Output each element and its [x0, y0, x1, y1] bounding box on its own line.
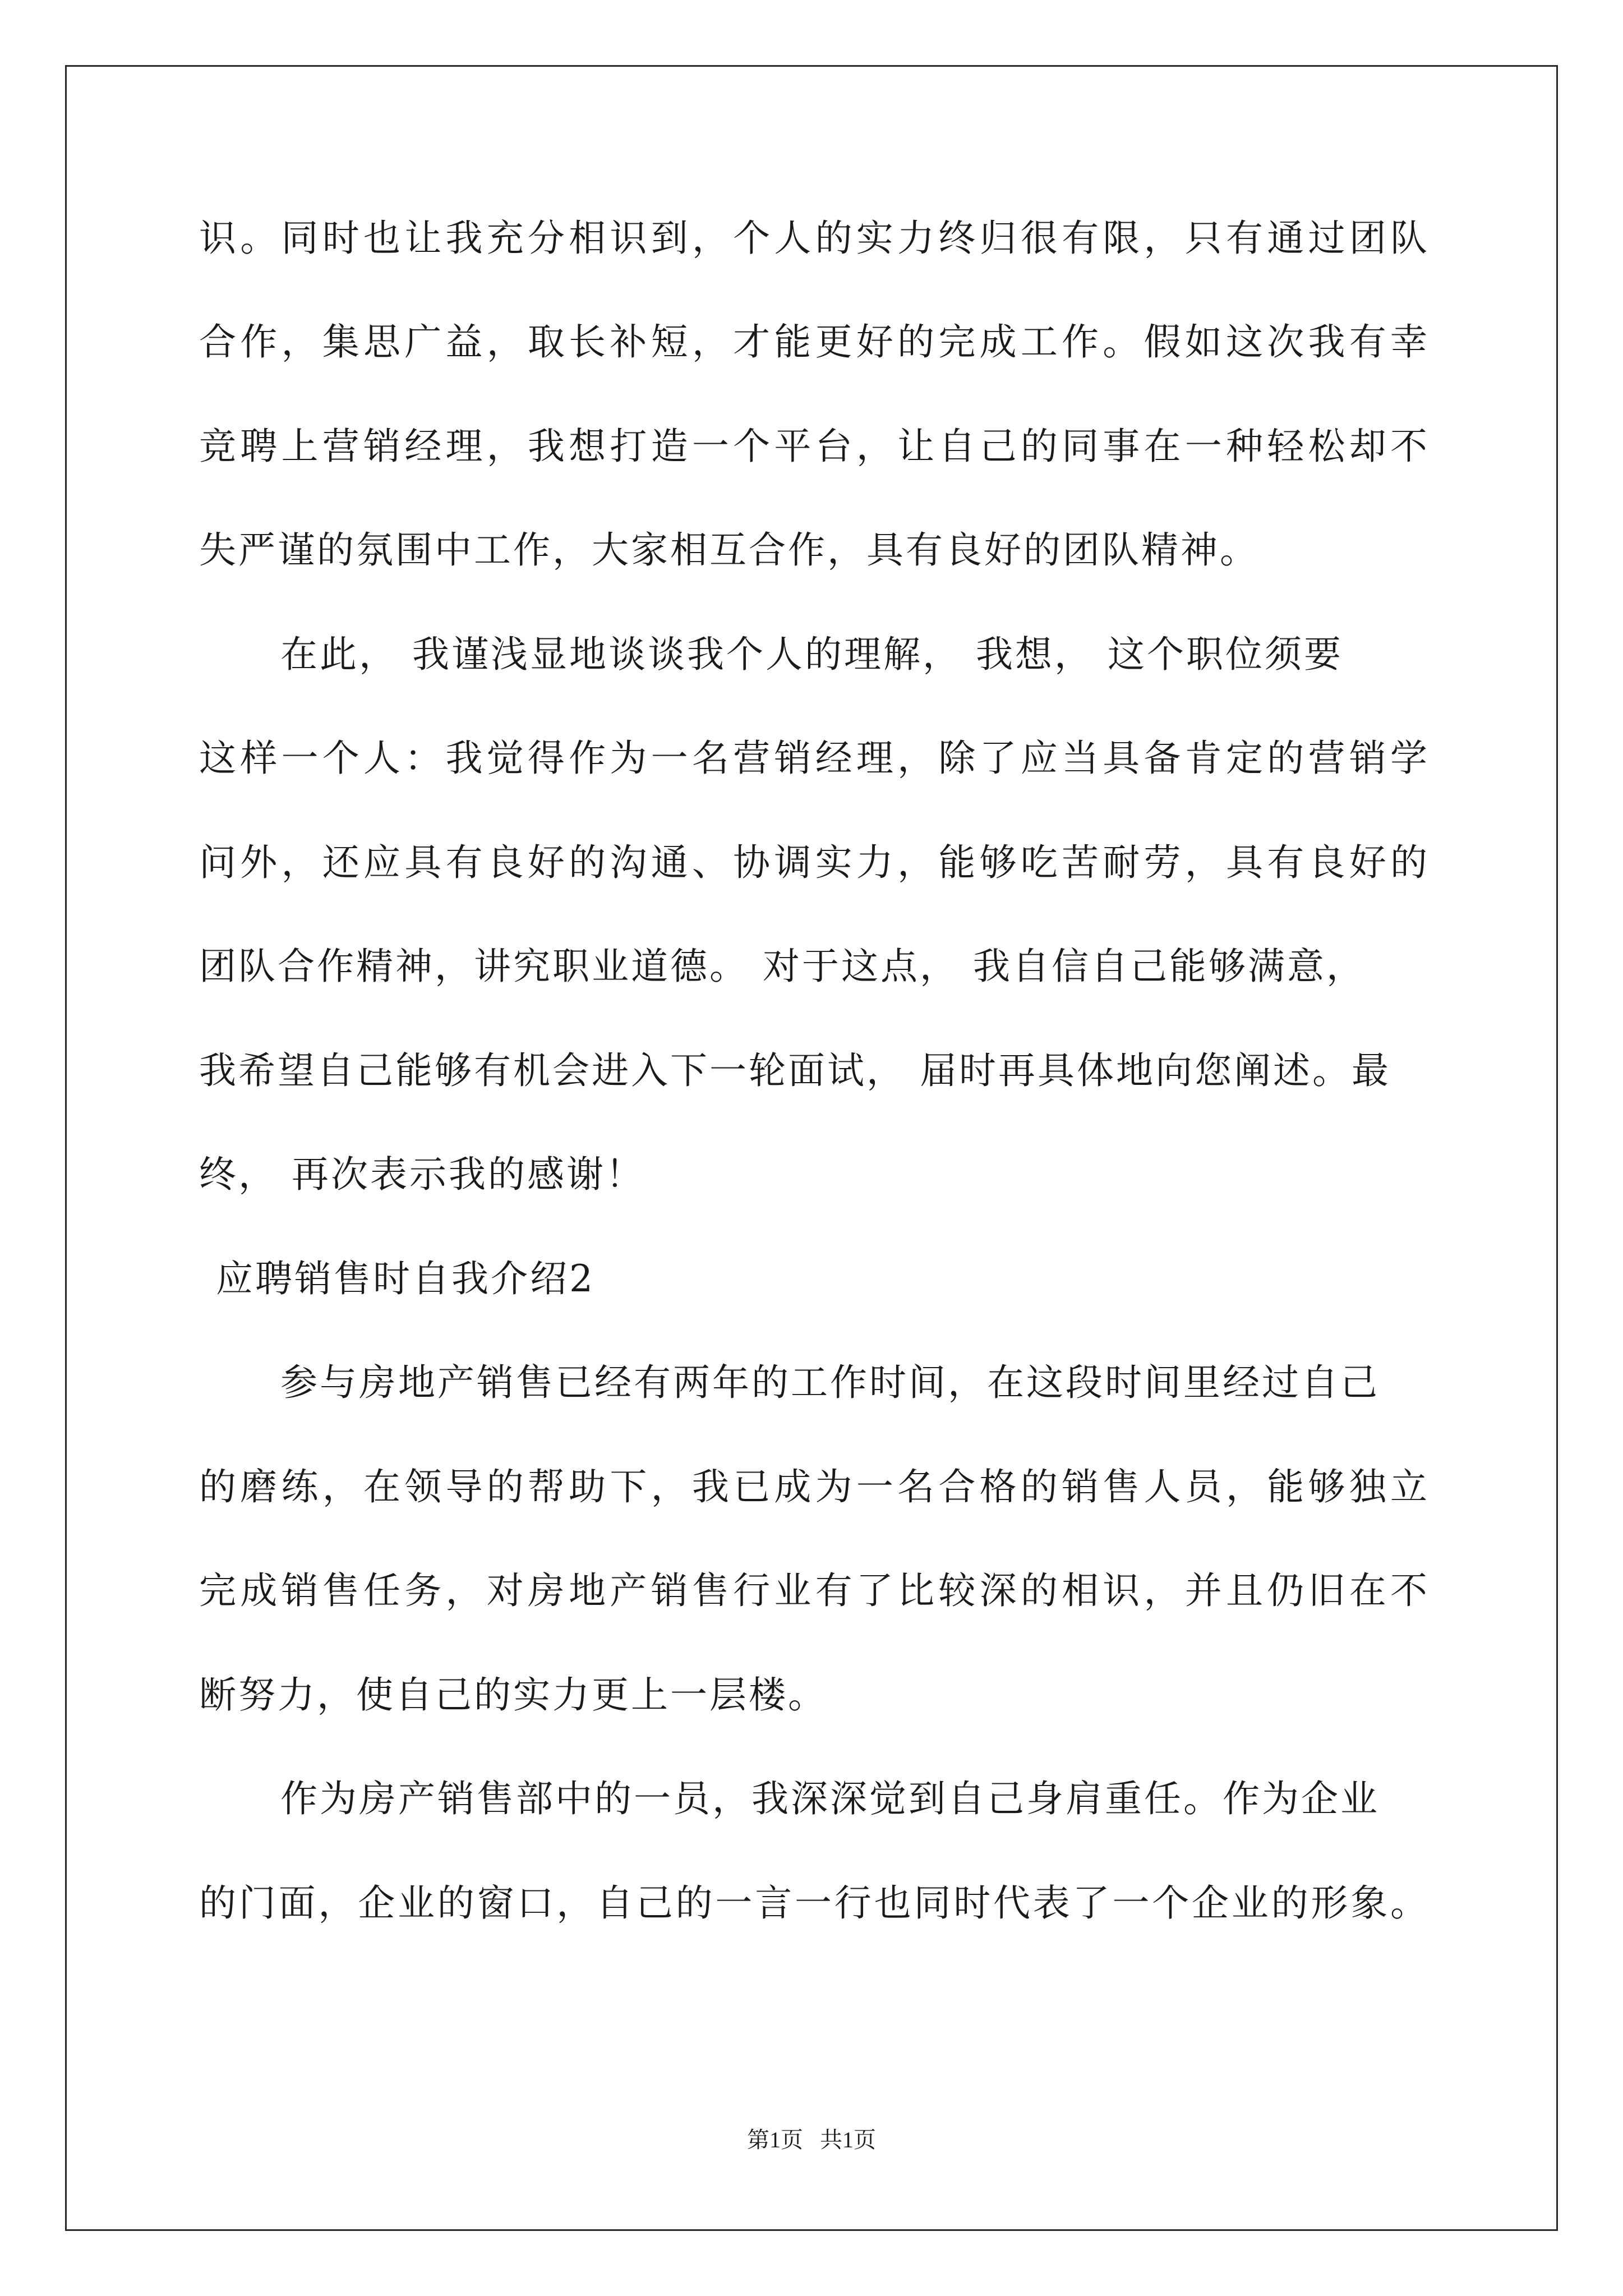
paragraph-line: 我希望自己能够有机会进入下一轮面试， 届时再具体地向您阐述。最: [199, 1049, 1391, 1092]
paragraph-line: 参与房地产销售已经有两年的工作时间，在这段时间里经过自己: [280, 1361, 1380, 1404]
paragraph-line: 终， 再次表示我的感谢！: [199, 1153, 645, 1196]
paragraph-line: 完成销售任务，对房地产销售行业有了比较深的相识，并且仍旧在不: [199, 1569, 1427, 1612]
page-footer: 第1页 共1页: [747, 2127, 876, 2152]
paragraph-line: 竞聘上营销经理，我想打造一个平台，让自己的同事在一种轻松却不: [199, 425, 1427, 468]
paragraph-line: 失严谨的氛围中工作，大家相互合作，具有良好的团队精神。: [199, 528, 1259, 572]
paragraph-line: 在此， 我谨浅显地谈谈我个人的理解， 我想， 这个职位须要: [280, 633, 1343, 676]
section-heading: 应聘销售时自我介绍2: [216, 1257, 595, 1300]
paragraph-line: 合作，集思广益，取长补短，才能更好的完成工作。假如这次我有幸: [199, 320, 1427, 364]
paragraph-line: 这样一个人：我觉得作为一名营销经理，除了应当具备肯定的营销学: [199, 737, 1427, 780]
paragraph-line: 问外，还应具有良好的沟通、协调实力，能够吃苦耐劳，具有良好的: [199, 841, 1427, 884]
paragraph-line: 的门面，企业的窗口，自己的一言一行也同时代表了一个企业的形象。: [199, 1881, 1427, 1925]
paragraph-line: 团队合作精神，讲究职业道德。 对于这点， 我自信自己能够满意，: [199, 945, 1366, 988]
paragraph-line: 断努力，使自己的实力更上一层楼。: [199, 1673, 827, 1717]
paragraph-line: 识。同时也让我充分相识到，个人的实力终归很有限，只有通过团队: [199, 217, 1427, 260]
paragraph-line: 的磨练，在领导的帮助下，我已成为一名合格的销售人员，能够独立: [199, 1465, 1427, 1508]
paragraph-line: 作为房产销售部中的一员，我深深觉到自己身肩重任。作为企业: [280, 1777, 1380, 1820]
